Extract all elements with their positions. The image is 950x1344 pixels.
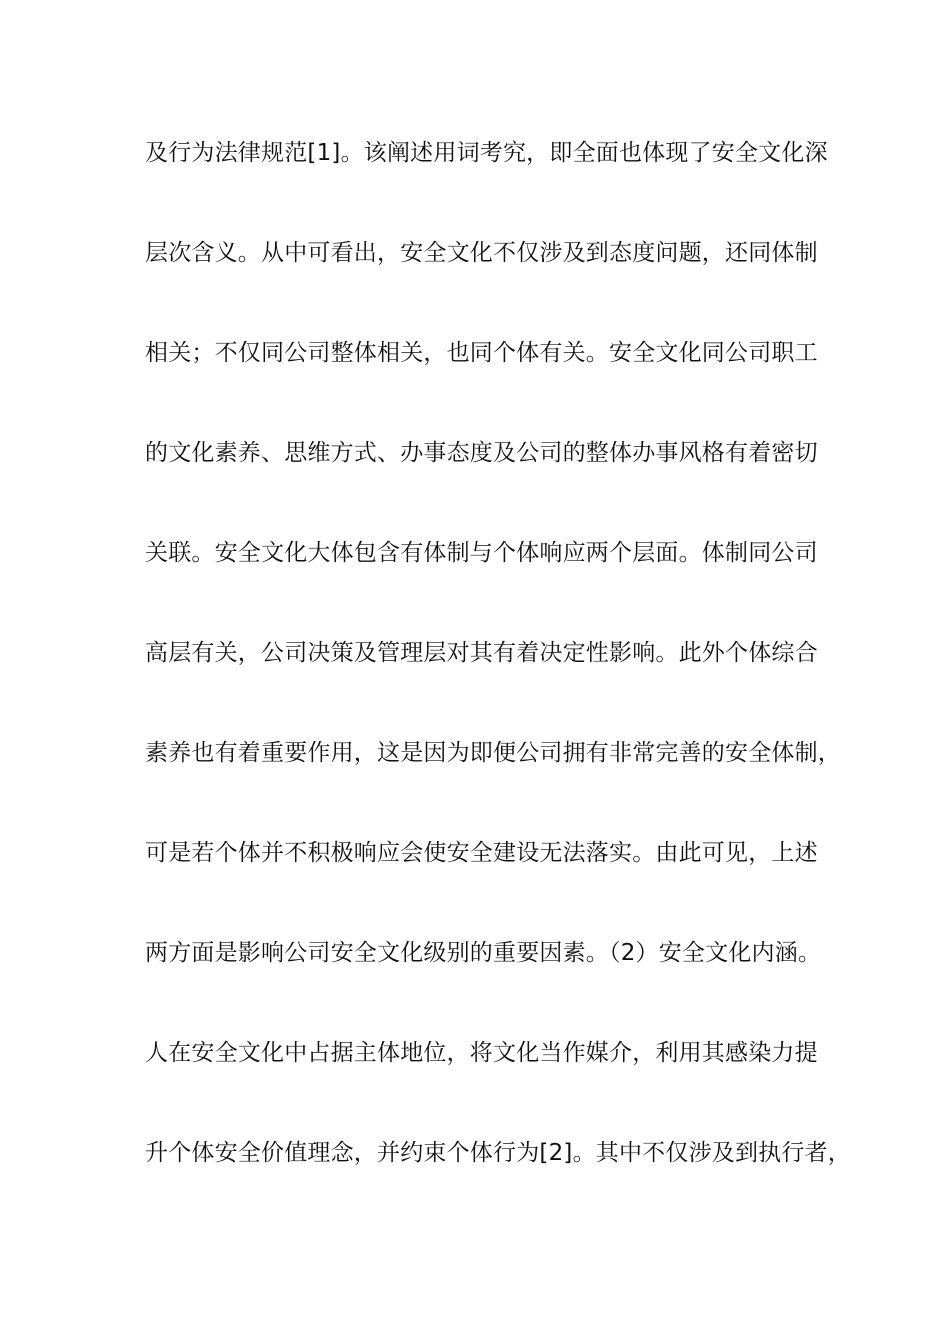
text-line: 升个体安全价值理念，并约束个体行为[2]。其中不仅涉及到执行者， xyxy=(145,1140,851,1166)
text-line: 高层有关，公司决策及管理层对其有着决定性影响。此外个体综合 xyxy=(145,640,818,666)
text-line: 层次含义。从中可看出，安全文化不仅涉及到态度问题，还同体制 xyxy=(145,240,818,266)
body-text xyxy=(145,131,851,1231)
text-line: 关联。安全文化大体包含有体制与个体响应两个层面。体制同公司 xyxy=(145,540,818,566)
text-line: 相关；不仅同公司整体相关，也同个体有关。安全文化同公司职工 xyxy=(145,340,818,366)
text-line: 人在安全文化中占据主体地位，将文化当作媒介，利用其感染力提 xyxy=(145,1040,818,1066)
text-line: 两方面是影响公司安全文化级别的重要因素。（2）安全文化内涵。 xyxy=(145,940,822,966)
text-line: 素养也有着重要作用，这是因为即便公司拥有非常完善的安全体制， xyxy=(145,740,841,766)
text-line: 及行为法律规范[1]。该阐述用词考究，即全面也体现了安全文化深 xyxy=(145,140,828,166)
text-line: 可是若个体并不积极响应会使安全建设无法落实。由此可见，上述 xyxy=(145,840,818,866)
text-line: 的文化素养、思维方式、办事态度及公司的整体办事风格有着密切 xyxy=(145,440,818,466)
